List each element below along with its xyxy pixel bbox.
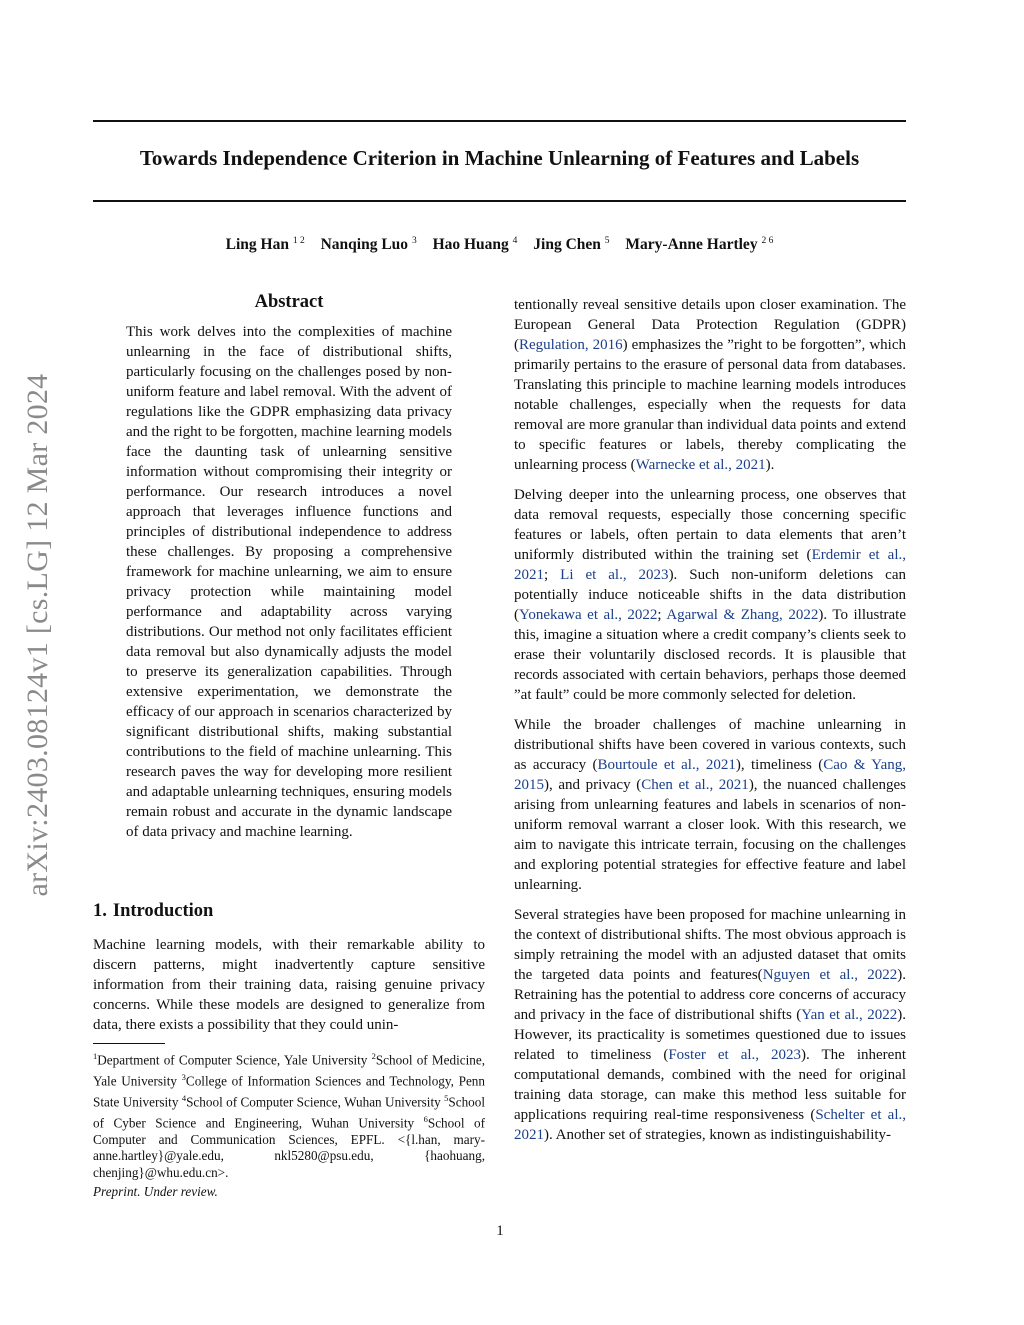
title-top-rule [93,120,906,122]
section-number: 1. [93,901,107,921]
introduction-paragraph: Machine learning models, with their remarkable ability to discern patterns, might inadvertently capture sensitive information from their training data, raising genuine privacy concerns. While these models are designed to generalize from data, there exists a possibility that they could unin- [93,937,485,1033]
author: Hao Huang $^4$ [432,236,518,254]
citation-link[interactable]: Li et al., 2023 [560,567,669,583]
author: Ling Han $^{1 2}$ [225,236,305,254]
preprint-note: Preprint. Under review. [93,1184,218,1199]
citation-link[interactable]: Foster et al., 2023 [668,1047,802,1063]
citation-link[interactable]: Yonekawa et al., 2022 [519,607,658,623]
author-list [93,236,906,254]
citation-link[interactable]: Agarwal & Zhang, 2022 [666,607,819,623]
author: Mary-Anne Hartley $^{2 6}$ [625,236,774,254]
citation-link[interactable]: Bourtoule et al., 2021 [597,757,736,773]
citation-link[interactable]: Yan et al., 2022 [801,1007,898,1023]
body-paragraph: tentionally reveal sensitive details upon closer examination. The European General Data Protection Regulation (GDPR) (Regulation, 2016) emphasizes the ”right to be forgotten”, which primarily pertains to the erasure of personal data from databases. Translating this principle to machine learning models introduces notable challenges, especially when the requests for data removal are more granular than individual data points and extend to specific features or labels, thereby complicating the unlearning process (Warnecke et al., 2021). [514,297,906,473]
body-paragraph: While the broader challenges of machine unlearning in distributional shifts have been covered in various contexts, such as accuracy (Bourtoule et al., 2021), timeliness (Cao & Yang, 2015), and privacy (Chen et al., 2021), the nuanced challenges arising from unlearning features and labels in scenarios of non-uniform removal warrant a closer look. With this research, we aim to navigate this intricate terrain, focusing on the challenges and exploring potential strategies for effective feature and label unlearning. [514,717,906,893]
introduction-heading [93,901,219,922]
author: Jing Chen $^5$ [533,236,610,254]
body-paragraph: Several strategies have been proposed for machine unlearning in the context of distributional shifts. The most obvious approach is simply retraining the model with an adjusted dataset that omits the targeted data points and features(Nguyen et al., 2022). Retraining has the potential to address core concerns of accuracy and privacy in the face of distributional shifts (Yan et al., 2022). However, its practicality is sometimes questioned due to issues related to timeliness (Foster et al., 2023). The inherent computational demands, combined with the need for original training data storage, can make this method less suitable for applications requiring real-time responsiveness (Schelter et al., 2021). Another set of strategies, known as indistinguishability- [514,907,907,1143]
citation-link[interactable]: Nguyen et al., 2022 [762,967,898,983]
abstract-body: This work delves into the complexities of machine unlearning in the face of distributional shifts, particularly focusing on the challenges posed by non-uniform feature and label removal. With the advent of regulations like the GDPR emphasizing data privacy and the right to be forgotten, machine learning models face the daunting task of unlearning sensitive information without compromising their integrity or performance. Our research introduces a novel approach that leverages influence functions and principles of distributional independence to address these challenges. By proposing a comprehensive framework for machine unlearning, we aim to ensure privacy protection while maintaining model performance and adaptability across varying distributions. Our method not only facilitates efficient data removal but also dynamically adjusts the model to preserve its generalization capabilities. Through extensive experimentation, we demonstrate the efficacy of our approach in scenarios characterized by significant distributional shifts, making substantial contributions to the field of machine unlearning. This research paves the way for developing more resilient and adaptable unlearning techniques, ensuring models remain robust and accurate in the dynamic landscape of data privacy and machine learning. [126,324,452,840]
paper-title: Towards Independence Criterion in Machine Unlearning of Features and Labels [139,146,860,170]
citation-link[interactable]: Erdemir et al., 2021 [514,547,906,583]
body-paragraph: Delving deeper into the unlearning process, one observes that data removal requests, especially those concerning specific features or labels, often pertain to data elements that aren’t uniformly distributed within the training set (Erdemir et al., 2021; Li et al., 2023). Such non-uniform deletions can potentially induce noticeable shifts in the data distribution (Yonekawa et al., 2022; Agarwal & Zhang, 2022). To illustrate this, imagine a situation where a credit company’s clients seek to erase their voluntarily disclosed records. It is plausible that records associated with certain behaviors, perhaps those deemed ”at fault” could be more commonly selected for deletion. [514,487,906,703]
citation-link[interactable]: Warnecke et al., 2021 [635,457,766,473]
citation-link[interactable]: Schelter et al., 2021 [514,1107,906,1143]
page-number: 1 [496,1223,504,1239]
abstract-heading: Abstract [254,292,324,312]
right-column [514,295,906,1155]
footnote-rule [93,1043,165,1044]
affiliations-footnote: $^1$Department of Computer Science, Yale University $^2$School of Medicine, Yale University $^3$College of Information Sciences and Technology, Penn State University $^4$School of Computer Science, Wuhan University $^5$School of Cyber Science and Engineering, Wuhan University $^6$School of Computer and Communication Sciences, EPFL. <{l.han, mary-anne.hartley}@yale.edu, nkl5280@psu.edu, {haohuang, chenjing}@whu.edu.cn>. [93,1051,486,1180]
section-title: Introduction [112,901,214,921]
title-bottom-rule [93,200,906,202]
citation-link[interactable]: Chen et al., 2021 [641,777,749,793]
arxiv-identifier-stamp[interactable]: arXiv:2403.08124v1 [cs.LG] 12 Mar 2024 [21,373,54,897]
author: Nanqing Luo $^3$ [320,236,417,254]
citation-link[interactable]: Cao & Yang, 2015 [514,757,906,793]
citation-link[interactable]: Regulation, 2016 [519,337,623,353]
